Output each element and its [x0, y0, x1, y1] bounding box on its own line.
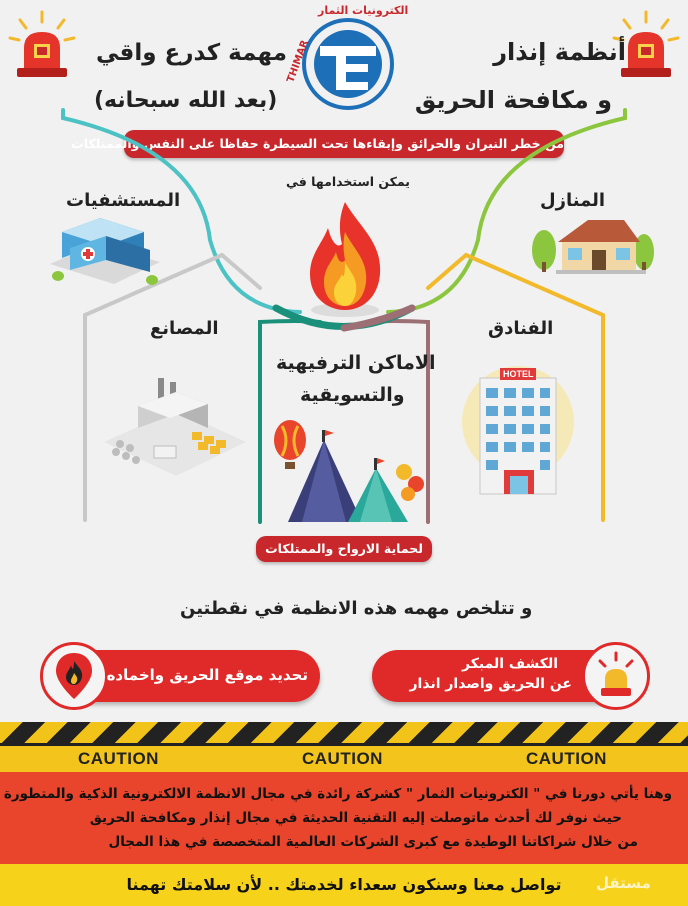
house-icon: [528, 212, 658, 274]
feature-circle-location: [40, 642, 108, 710]
about-line-3: من خلال شراكاتنا الوطيدة مع كبرى الشركات العالمية المتخصصة في هذا المجال: [108, 834, 638, 850]
caution-word-1: CAUTION: [78, 749, 159, 768]
fire-location-pin-icon: [43, 645, 105, 707]
hospital-icon: [40, 214, 170, 292]
hotel-icon: [460, 358, 576, 500]
watermark: مستقل: [596, 874, 651, 892]
logo-arc-text: الكترونيات الثمار: [318, 4, 409, 17]
category-label-homes: المنازل: [540, 190, 606, 211]
caution-word-3: CAUTION: [526, 749, 607, 768]
flame-icon: [300, 198, 390, 318]
top-banner: من خطر النيران والحرائق وإبقاءها تحت السيطرة حفاظا على النفس والممتلكات: [124, 130, 564, 158]
caution-stripes-top: [0, 722, 688, 744]
bottom-banner: لحماية الارواح والممتلكات: [256, 536, 432, 562]
alarm-light-icon: [585, 645, 647, 707]
header-right-line1: أنظمة إنذار: [493, 38, 626, 66]
header-left-line2: (بعد الله سبحانه): [94, 88, 278, 113]
caution-word-2: CAUTION: [302, 749, 383, 768]
summary-title: و تتلخص مهمه هذه الانظمة في نقطتين: [180, 598, 533, 619]
about-line-1: وهنا يأتي دورنا في " الكترونيات الثمار " كشركة رائدة في مجال الانظمة الالكترونية الذكية والمتطورة: [3, 786, 672, 802]
circus-tent-icon: [262, 418, 428, 524]
hotel-sign: HOTEL: [503, 369, 534, 379]
category-label-factories: المصانع: [150, 318, 219, 339]
header-left-line1: مهمة كدرع واقي: [96, 40, 287, 66]
feature-card-locate-fire: [48, 650, 320, 702]
logo-side-text: THIMAR: [285, 38, 311, 85]
category-label-hospitals: المستشفيات: [66, 190, 181, 211]
feature-circle-alarm: [582, 642, 650, 710]
feature-early-detection-line1: الكشف المبكر: [462, 656, 558, 672]
feature-early-detection-line2: عن الحريق واصدار انذار: [409, 676, 572, 692]
footer-text: تواصل معنا وسنكون سعداء لخدمتك .. لأن سلامتك تهمنا: [126, 875, 562, 894]
factory-icon: [100, 372, 250, 492]
about-section: [0, 772, 688, 864]
category-label-hotels: الفنادق: [488, 318, 554, 339]
category-label-entertainment-line2: والتسويقية: [300, 384, 405, 406]
caution-band: [0, 743, 688, 775]
category-label-entertainment-line1: الاماكن الترفيهية: [276, 352, 436, 374]
header-right-line2: و مكافحة الحريق: [414, 86, 612, 114]
footer-banner: [0, 864, 688, 906]
about-line-2: حيث نوفر لك أحدث ماتوصلت إليه التقنية الحديثة في مجال إنذار ومكافحة الحريق: [89, 810, 622, 826]
feature-card-early-detection: [372, 650, 644, 702]
usage-caption: يمكن استخدامها في: [286, 174, 411, 189]
feature-locate-fire-text: تحديد موقع الحريق واخماده: [106, 666, 308, 684]
